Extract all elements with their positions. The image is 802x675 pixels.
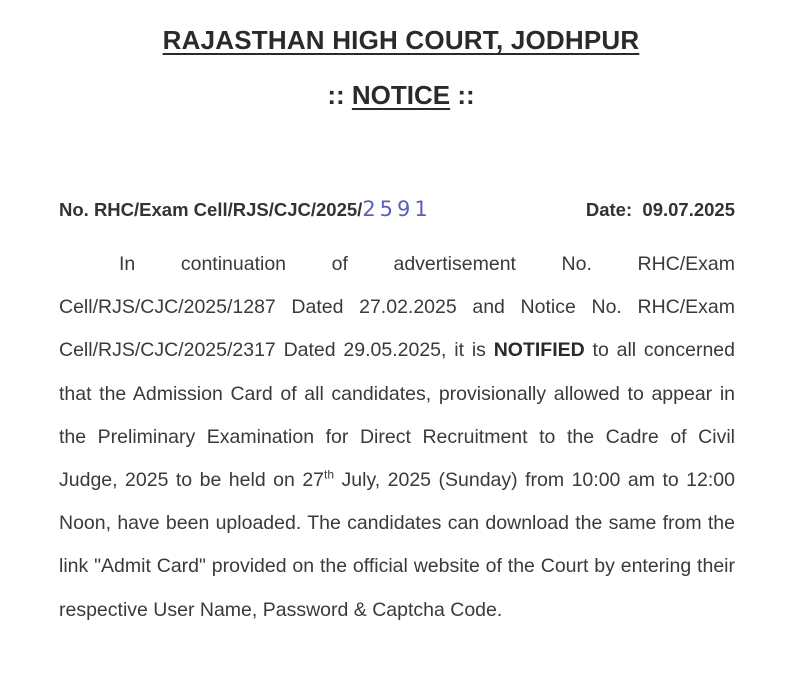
reference-date [586, 199, 735, 221]
reference-number [59, 197, 432, 221]
notice-suffix: :: [457, 80, 475, 110]
date-label: Date: [585, 199, 633, 220]
body-text-part2: to all concerned that the Admission Card of all candidates, provisionally allowed to appear in the Preliminary Examination for Direct Recruitment to the Cadre of Civil Judge, 2025 to be held on 27 [59, 339, 735, 492]
handwritten-number: 2591 [362, 197, 432, 221]
notice-label: NOTICE [351, 80, 451, 110]
organization-name: RAJASTHAN HIGH COURT, JODHPUR [162, 25, 640, 55]
ordinal-superscript: th [324, 467, 335, 482]
organization-title [0, 25, 802, 56]
reference-line [59, 197, 735, 221]
notified-emphasis: NOTIFIED [493, 339, 585, 362]
date-value: 09.07.2025 [642, 199, 735, 220]
notice-prefix: :: [327, 80, 345, 110]
notice-heading [0, 80, 802, 111]
reference-number-prefix: No. RHC/Exam Cell/RJS/CJC/2025/ [59, 199, 363, 220]
body-text-part3: July, 2025 (Sunday) from 10:00 am to 12:00 Noon, have been uploaded. The candidates can download the same from the link "Admit Card" provided on the official website of the Court by entering their respective User Name, Password & Captcha Code. [59, 469, 735, 621]
notice-body [59, 243, 735, 632]
body-paragraph [59, 243, 735, 632]
body-text-part1: In continuation of advertisement No. RHC/Exam Cell/RJS/CJC/2025/1287 Dated 27.02.2025 and Notice No. RHC/Exam Cell/RJS/CJC/2025/2317 Dated 29.05.2025, it is [59, 253, 735, 362]
